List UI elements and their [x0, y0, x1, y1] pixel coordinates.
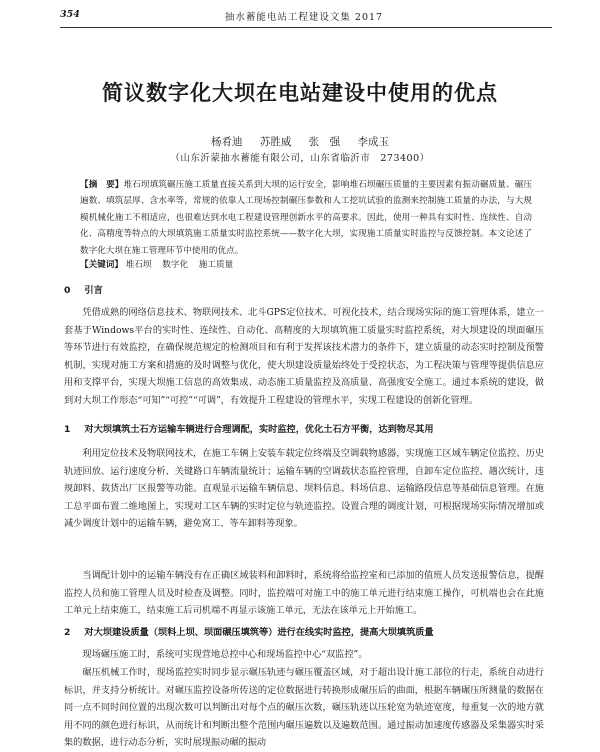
author: 李成玉 [357, 136, 390, 148]
keyword: 堆石坝 [125, 260, 152, 270]
section-heading-1 [64, 421, 434, 435]
header-rule [60, 27, 552, 28]
keywords-label: 【关键词】 [80, 260, 123, 270]
abstract [80, 177, 532, 259]
affiliation: （山东沂蒙抽水蓄能有限公司，山东省临沂市 273400） [170, 153, 430, 164]
author-list [0, 134, 600, 149]
keyword: 数字化 [162, 260, 189, 270]
paragraph-section1-b: 当调配计划中的运输车辆没有在正确区域装料和卸料时，系统将给监控室和已添加的值班人员发送报警信息，提醒监控人员和施工管理人员及时检查及调整。同时，监控端可对施工中的施工单元进行结束施工操作，可机端也会在此施工单元上结束施工，结束施工后司机端不再显示该施工单元，无法在该单元上开始施工。 [64, 570, 544, 617]
keywords [80, 258, 532, 270]
author: 杨肴迪 [210, 136, 243, 148]
paragraph-section2-b: 碾压机械工作时，现场监控实时同步显示碾压轨迹与碾压覆盖区域，对于超出设计施工部位的行走，系统自动进行标识，并支持分析统计。对碾压监控设备所传送的定位数据进行转换形成碾压后的曲面，根据车辆碾压所测量的数据在同一点不同时间位置的出现次数可以判断出对每个点的碾压次数，碾压轨迹以压轮宽为轨迹宽度，每重复一次的地方就用不同的颜色进行标识，从而统计和判断出整个范围内碾压遍数以及遍数范围。通过振动加速度传感器及采集器实时采集的数据，进行动态分析，实时展现振动碾的振动 [64, 667, 544, 749]
running-header [60, 9, 548, 23]
section-title: 引言 [84, 285, 103, 296]
section-heading-2 [64, 624, 434, 638]
page-number: 354 [60, 9, 80, 20]
article-title: 简议数字化大坝在电站建设中使用的优点 [102, 80, 498, 105]
keyword: 施工质量 [198, 260, 234, 270]
section-title: 对大坝建设质量（坝料上坝、坝面碾压填筑等）进行在线实时监控，提高大坝填筑质量 [84, 627, 434, 638]
author: 苏胜威 [259, 136, 292, 148]
section-number: 2 [64, 627, 71, 638]
paragraph-section2-a: 现场碾压施工时，系统可实现营地总控中心和现场监控中心“双监控”。 [82, 649, 368, 660]
abstract-text: 堆石坝填筑碾压施工质量直接关系到大坝的运行安全，影响堆石坝碾压质量的主要因素有振动碾质量、碾压遍数、填筑层厚、含水率等，常规的依靠人工现场控制碾压参数和人工挖坑试验的监测来控制施工质量的办法，与大规模机械化施工不相适应，也很难达到水电工程建设管理创新水平的高要求。因此，使用一种具有实时性、连续性、自动化、高精度等特点的大坝填筑施工质量实时监控系统——数字化大坝，实现施工质量实时监控与反馈控制。本文论述了数字化大坝在施工管理环节中使用的优点。 [80, 180, 532, 256]
abstract-label: 【摘 要】 [80, 180, 124, 190]
section-number: 0 [64, 285, 71, 296]
author: 张 强 [308, 136, 341, 148]
section-title: 对大坝填筑土石方运输车辆进行合理调配，实时监控，优化土石方平衡，达到物尽其用 [84, 424, 434, 435]
section-heading-0 [64, 282, 103, 296]
section-number: 1 [64, 424, 71, 435]
paragraph-section1-a: 利用定位技术及物联网技术，在施工车辆上安装车载定位终端及空调载物感器，实现施工区域车辆定位监控、历史轨迹回放、运行速度分析、关键路口车辆流量统计；运输车辆的空调载状态监控管理，自卸车定位监控、趟次统计，违规卸料、载货出厂区报警等功能。直观显示运输车辆信息、坝料信息、料场信息、运输路段信息等基础信息管理。在施工总平面布置二维地图上，实现对工区车辆的实时定位与轨迹监控。设置合理的调度计划，可根据现场实际情况增加或减少调度计划中的运输车辆，避免窝工、等车卸料等现象。 [64, 448, 544, 530]
journal-title: 抽水蓄能电站工程建设文集 2017 [224, 12, 384, 23]
paragraph-intro: 凭借成熟的网络信息技术、物联网技术、北斗GPS定位技术、可视化技术，结合现场实际的施工管理体系，建立一套基于Windows平台的实时性、连续性、自动化、高精度的大坝填筑施工质量实时监控系统，对大坝建设的坝面碾压等环节进行有效监控，在确保规范规定的检测项目和有利于发挥该技术潜力的条件下，建立质量的动态实时控制及预警机制，实现对施工方案和措施的及时调整与优化，使大坝建设质量始终处于受控状态，为工程决策与管理等提供信息应用和支撑平台，实现大坝施工信息的高效集成、动态施工质量监控及高质量、高强度安全施工。通过本系统的建设，做到对大坝工作形态“可知”“可控”“可调”，有效提升工程建设的管理水平，实现工程建设的创新化管理。 [64, 307, 544, 406]
